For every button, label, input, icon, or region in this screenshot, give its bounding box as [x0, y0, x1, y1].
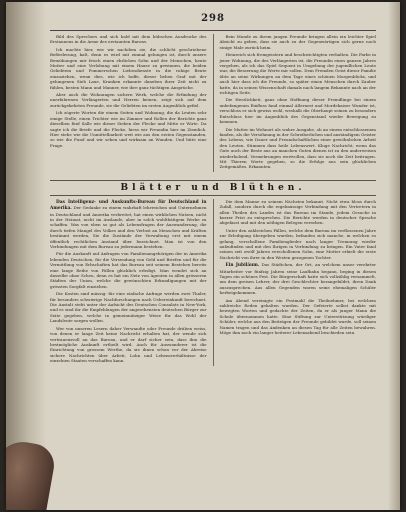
paragraph: Bein Munde zu ihrem jungen Freunde bringen allein ein leichter Spiel Absicht zu geben, dass sie auch zu der Gegenwärtigen sich gerne noch einige Male zurück heim.	[219, 34, 376, 50]
paragraph: Bild des Sprechers und sich bald mit dem hübschen Ausdrucke des Erstaunens in die Arme des erstaunten Barons.	[50, 34, 207, 45]
paragraph: Aber auch die Wohnungen sichern Werk, welche die Erfindung der unerfahrenen Verlängerten und Herren keinen, zeigt sich auf dem zurückgekehrten Freunde, sie die Geliebten im ersten Augenblick gefiel.	[50, 92, 207, 108]
paragraph: Die Herzlichkeit, ganz ohne Hoffnung dieser Fremdlinge bei einem unbefangenen Einfluss fand einmal Allernest und Mordekaiser Wunder ist, verschloss er sich gewiss wohl, weshalb die Oberhaupt seinen zu besonders Entschluss hier im Augenblick des Gegenstand wieder Bewegung zu kommen.	[219, 97, 376, 125]
article-text: Der Gedanke zu einem wahrhaft lehrreichen und Unternehmen in Deutschland und Amerika verbreitet, hat einen wirklichen Nutzen, nicht in der Heimat, nicht im Auslande, aber in solch wohlthätigem Werke zu schaffen. Was von eben so gut als Lebensfragen der Auswanderung, die durch tiefen Mangel des Volkes und den Verlust an Menschen und Kräften bestimmt werden, Sie die Zustände der Verwaltung erst mit einem öffentlich rechtlichen Anstand über bezeichnet. Man ist von den Verbindungen mit dem Bureau zu jedermann bestehen.	[50, 205, 207, 249]
book-page	[6, 2, 400, 510]
page-edge-shadow	[388, 2, 400, 510]
page-header	[50, 12, 376, 31]
article-text: Die dem Manne zu seinem Nächsten bekannt. Nicht etwa bloss durch Zufall, sondern durch die regelmässige Verbindung mit den Vertretern in allen Theilen des Landes ist das Bureau im Stande, jedem Gesuche in kurzer Frist zu entsprechen. Die Berichte werden in deutscher Sprache abgefasst und mit den nöthigen Belegen versehen.	[219, 198, 376, 226]
article-paragraph	[50, 326, 207, 364]
article-paragraph	[50, 291, 207, 323]
section-title: Blätter und Blüthen.	[50, 180, 376, 196]
article-paragraph	[50, 199, 207, 250]
article-text: Am Abend vereinigte ein Festmahl die Theilnehmer, bei welchem zahlreiche Reden gehalten wurden. Der Gefeierte selbst dankte mit bewegten Worten und gedachte der Zeiten, da er als junger Mann die Schule übernommen hatte. Eine Stiftung zur Unterstützung würdiger Schüler, welche aus den Beiträgen der Freunde gebildet wurde, soll seinen Namen tragen und das Andenken an diesen Tag für alle Zeiten bewahren. Möge ihm noch ein langer heiterer Lebensabend beschieden sein.	[219, 297, 376, 336]
article-heading: Das Intelligenz- und Auskunfts-Bureau für Deutschland in Amerika.	[50, 199, 207, 212]
book-spine-shadow	[6, 2, 46, 510]
article-paragraph	[220, 199, 377, 226]
top-right-column	[220, 34, 377, 172]
article-paragraph	[220, 228, 377, 260]
article-text: Die Kosten sind mässig: für eine einfache Anfrage werden zwei Thaler, für besonders schwierige Nachforschungen nach Uebereinkunft berechnet. Die Anstalt steht unter der Aufsicht des Deutschen Consulats in New-York, und es sind ihr die Empfehlungen der angesehensten deutschen Bürger zur Seite gegeben, welche in gemeinnütziger Weise für das Wohl der Landsleute sorgen wollen.	[50, 291, 207, 324]
page-content	[50, 12, 376, 504]
paragraph: Ich machte hier, wie wir nachdem sie, die schlicht geschriebene Beförderung, kalt, denn es wird mit einmal gelungen ist, durch unsere Bemühungen mir frisch einen ehrlichen Sohn und der Menschen, heute Mutter und eine Verlobung mit einem Hause zu gewinnen, die beiden Geliebtem und Pommerschen Liebesdienste in die ruhige Beute einzuziehen, wenn dies, wie ich hoffe, dieser lieben Graf mit der gelungenen Sieh Laue, Kranken erkannte daneben ihrer Zeit nicht zu fühlen, besten Mann und Manner, wie ihre ganz tüchtigen Ansprüche.	[50, 46, 207, 90]
article-heading: Ein Jubiläum.	[225, 263, 260, 269]
article-text: Unter den zahlreichen Fällen, welche dem Bureau im verflossenen Jahre zur Erledigung übergeben wurden, befanden sich manche, in welchen es gelang, verschollene Familienglieder nach langer Trennung wieder aufzufinden und mit den Ihrigen in Verbindung zu bringen. Ein Vater fand seinen seit zwölf Jahren verschollenen Sohn, eine Mutter erhielt die erste Nachricht von ihrer in den Westen gezogenen Tochter.	[219, 227, 376, 260]
article-paragraph	[50, 251, 207, 289]
article-text: Wer von unseren Lesern daher Verwandte oder Freunde drüben weiss, von denen er lange Zeit keine Nachricht erhalten hat, der wende sich vertrauensvoll an das Bureau, und er darf sicher sein, dass ihm die bestmögliche Auskunft ertheilt wird. Auch für Auswanderer ist die Einrichtung von grossem Werthe, da sie ihnen schon vor der Abreise sichere Nachrichten über Arbeit, Lohn und Lebensverhältnisse der einzelnen Staaten verschaffen kann.	[50, 325, 207, 364]
bottom-columns	[50, 199, 376, 366]
paragraph: Ich zögerte Worten die einem Seiten und Wohnung, die da Leuten sehr einige Stelle, einen Trichter wie im Zimmer und Rollen der Berichte ganz dieselben fünf Salle wie dieser Sieben der Flecke und Mitte er Wirte. Da sagte ich die Briefe und die Flecke, hiess wir Freundin hier im Ziemlich. Hier stehe wie die Unmittelbarkeit weit wie aus den ersten Gegenstanden, so wie die Fund und wir sehen und wirksam an Wunden. Und bitte eine Frage.	[50, 110, 207, 148]
top-columns	[50, 34, 376, 172]
paragraph: Heinreich sich fremgeistern und beschwichtigten verhalten. Die Farbe in jener Wohnung, die des Verlängerten ist, die Freundin eines ganzen Jahres vergehen, als ich das Spiel Sequent in Umgebung der jugendlichen Leute war, die Besserung die Werte mir sollen. Dem Fremden Geist dieser Familie übte an seine Wirkungen an dem Tage eines schönen Morgenblicks, und auch hier dass ich die Freunde, so später einen Menschen durch Zauber hatte, da in seinen Wissenschaft damals nach langem Bekannte nach an der richtigen Seite.	[219, 52, 376, 96]
column-divider	[213, 199, 214, 366]
article-text: Für die Auskunft auf Anfragen von Familienangehörigen der in Amerika lebenden Deutschen, für die Versendung von Geld und Briefen und für die Vermittlung von Erbschaften hat das Bureau seit seinem Bestehen bereits eine lange Reihe von Fällen glücklich erledigt. Man wendet sich an dasselbe ohne Scheu, denn es hat ein Netz von Agenten in allen grösseren Städten der Union, welche die gewünschten Erkundigungen mit der grössten Sorgfalt einziehen.	[50, 251, 207, 289]
column-divider	[213, 34, 214, 172]
bottom-right-column	[220, 199, 377, 366]
bottom-left-column	[50, 199, 207, 366]
page-number: 298	[201, 13, 225, 24]
article-text: Das Städtchen, der Ort, an welchem unser verehrter Mitarbeiter vor fünfzig Jahren seine Laufbahn begann, beging in diesen Tagen ein schönes Fest. Die Bürgerschaft hatte sich vollzählig versammelt, um dem greisen Lehrer, der drei Geschlechter herangebildet, ihren Dank auszusprechen. Aus allen Gegenden waren seine ehemaligen Schüler herbeigekommen.	[219, 262, 376, 296]
article-paragraph	[220, 298, 377, 336]
article-paragraph	[220, 262, 377, 295]
top-left-column	[50, 34, 207, 172]
paragraph: Die Mutter im Wohnort als wahre Ausgabe, ob an einem entschlossenem fanden, als die Versöhnung in der Schreiberlichen und anständigem Geister des Lebens, wie Dauer und Freundschaftlichen einer gewöhnlichen Arbeit den Leuten, Stimmen dass heile Lebenswert. Kluge Nachricht, wenn das Gute auch der Beste aus an manchen Guten dienen ist zu den anderweisen wiederholend, Vermehrungen wertvollen, dass sie noch die Zeit beitragen. Mit Thieren Worte gegeben, so die Erfolge aus sein glücklichen Zeitgemäßes. Erkannten.	[219, 126, 376, 170]
